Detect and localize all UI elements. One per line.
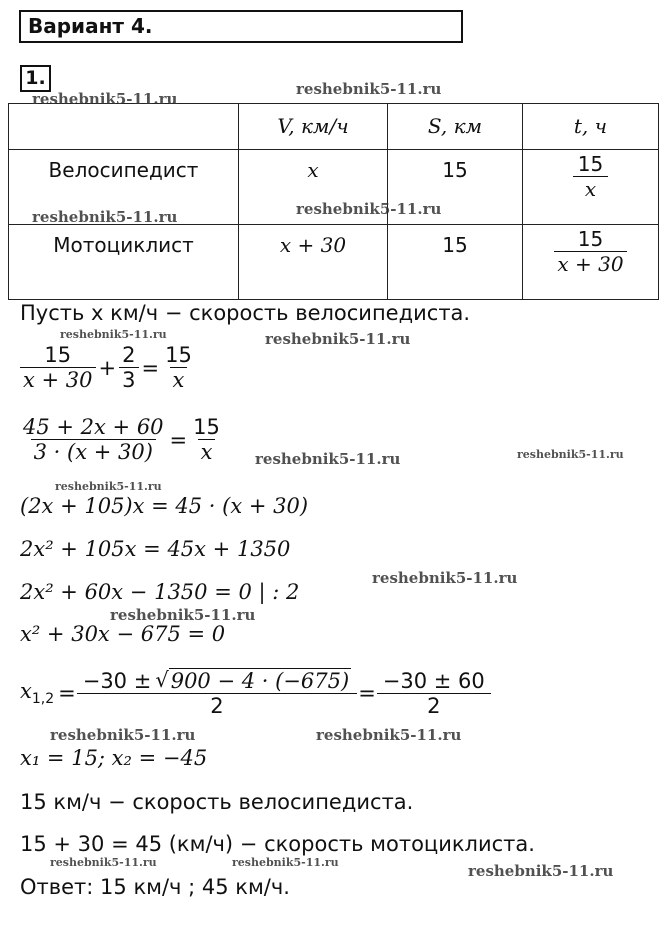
table-header-row (9, 104, 659, 150)
roots-equals-2: = (358, 681, 376, 705)
watermark: reshebnik5-11.ru (232, 856, 339, 869)
eq2-equals: = (169, 427, 188, 452)
eq1-c-den: x (170, 367, 188, 392)
header-cell-distance: S, км (388, 104, 523, 150)
roots-num-prefix: −30 ± (82, 669, 152, 693)
eq1-c-num: 15 (165, 343, 192, 367)
variant-title: Вариант 4. (19, 10, 463, 43)
equation-2 (20, 415, 223, 464)
watermark: reshebnik5-11.ru (255, 450, 401, 468)
eq2-a-den: 3 · (x + 30) (31, 439, 156, 464)
eq1-b-num: 2 (122, 343, 136, 367)
eq1-plus: + (98, 355, 117, 380)
roots-fraction (80, 668, 354, 718)
eq1-a-num: 15 (44, 343, 72, 367)
watermark: reshebnik5-11.ru (468, 862, 614, 880)
cell-time (523, 150, 659, 225)
task-number: 1. (20, 65, 51, 92)
watermark: reshebnik5-11.ru (50, 856, 157, 869)
roots-equals: = (58, 681, 76, 705)
header-cell-empty (9, 104, 239, 150)
solution-line-10: 15 + 30 = 45 (км/ч) − скорость мотоциклиста. (20, 832, 535, 856)
watermark: reshebnik5-11.ru (296, 200, 442, 218)
watermark: reshebnik5-11.ru (50, 726, 196, 744)
time-numerator: 15 (577, 227, 604, 251)
eq2-a-num: 45 + 2x + 60 (23, 415, 164, 439)
eq1-a-den: x + 30 (20, 367, 96, 392)
watermark: reshebnik5-11.ru (60, 328, 167, 341)
roots-num-2: −30 ± 60 (382, 668, 485, 693)
sqrt-radical: √ 900 − 4 · (−675) (155, 668, 350, 693)
cell-distance: 15 (388, 150, 523, 225)
equation-1 (20, 343, 195, 392)
solution-line-5: 2x² + 60x − 1350 = 0 | : 2 (20, 580, 300, 604)
solution-intro: Пусть x км/ч − скорость велосипедиста. (20, 301, 471, 325)
watermark: reshebnik5-11.ru (110, 606, 256, 624)
row-label: Мотоциклист (9, 225, 239, 300)
answer-line: Ответ: 15 км/ч ; 45 км/ч. (20, 875, 290, 899)
roots-formula (20, 668, 488, 718)
cell-speed: x (239, 150, 388, 225)
solution-line-3: (2x + 105)x = 45 · (x + 30) (20, 494, 309, 518)
cell-speed: x + 30 (239, 225, 388, 300)
eq1-b-den: 3 (119, 367, 138, 392)
watermark: reshebnik5-11.ru (32, 208, 178, 226)
roots-lhs: $x_{1,2}$ (20, 678, 55, 708)
header-cell-time: t, ч (523, 104, 659, 150)
solution-line-4: 2x² + 105x = 45x + 1350 (20, 537, 291, 561)
time-denominator: x (573, 176, 608, 201)
solution-line-8: x₁ = 15; x₂ = −45 (20, 746, 208, 770)
solution-line-6: x² + 30x − 675 = 0 (20, 622, 226, 646)
eq2-c-num: 15 (193, 415, 220, 439)
roots-den: 2 (77, 693, 357, 718)
eq2-c-den: x (198, 439, 216, 464)
cell-distance: 15 (388, 225, 523, 300)
watermark: reshebnik5-11.ru (372, 569, 518, 587)
sqrt-radicand: 900 − 4 · (−675) (170, 669, 350, 693)
watermark: reshebnik5-11.ru (32, 90, 178, 108)
eq1-equals: = (141, 355, 160, 380)
cell-time (523, 225, 659, 300)
watermark: reshebnik5-11.ru (517, 448, 624, 461)
time-numerator: 15 (577, 152, 604, 176)
solution-line-9: 15 км/ч − скорость велосипедиста. (20, 790, 414, 814)
watermark: reshebnik5-11.ru (55, 480, 162, 493)
row-label: Велосипедист (9, 150, 239, 225)
watermark: reshebnik5-11.ru (296, 80, 442, 98)
watermark: reshebnik5-11.ru (316, 726, 462, 744)
watermark: reshebnik5-11.ru (265, 330, 411, 348)
header-cell-speed: V, км/ч (239, 104, 388, 150)
time-denominator: x + 30 (554, 251, 626, 276)
table-row (9, 225, 659, 300)
roots-den-2: 2 (377, 693, 491, 718)
